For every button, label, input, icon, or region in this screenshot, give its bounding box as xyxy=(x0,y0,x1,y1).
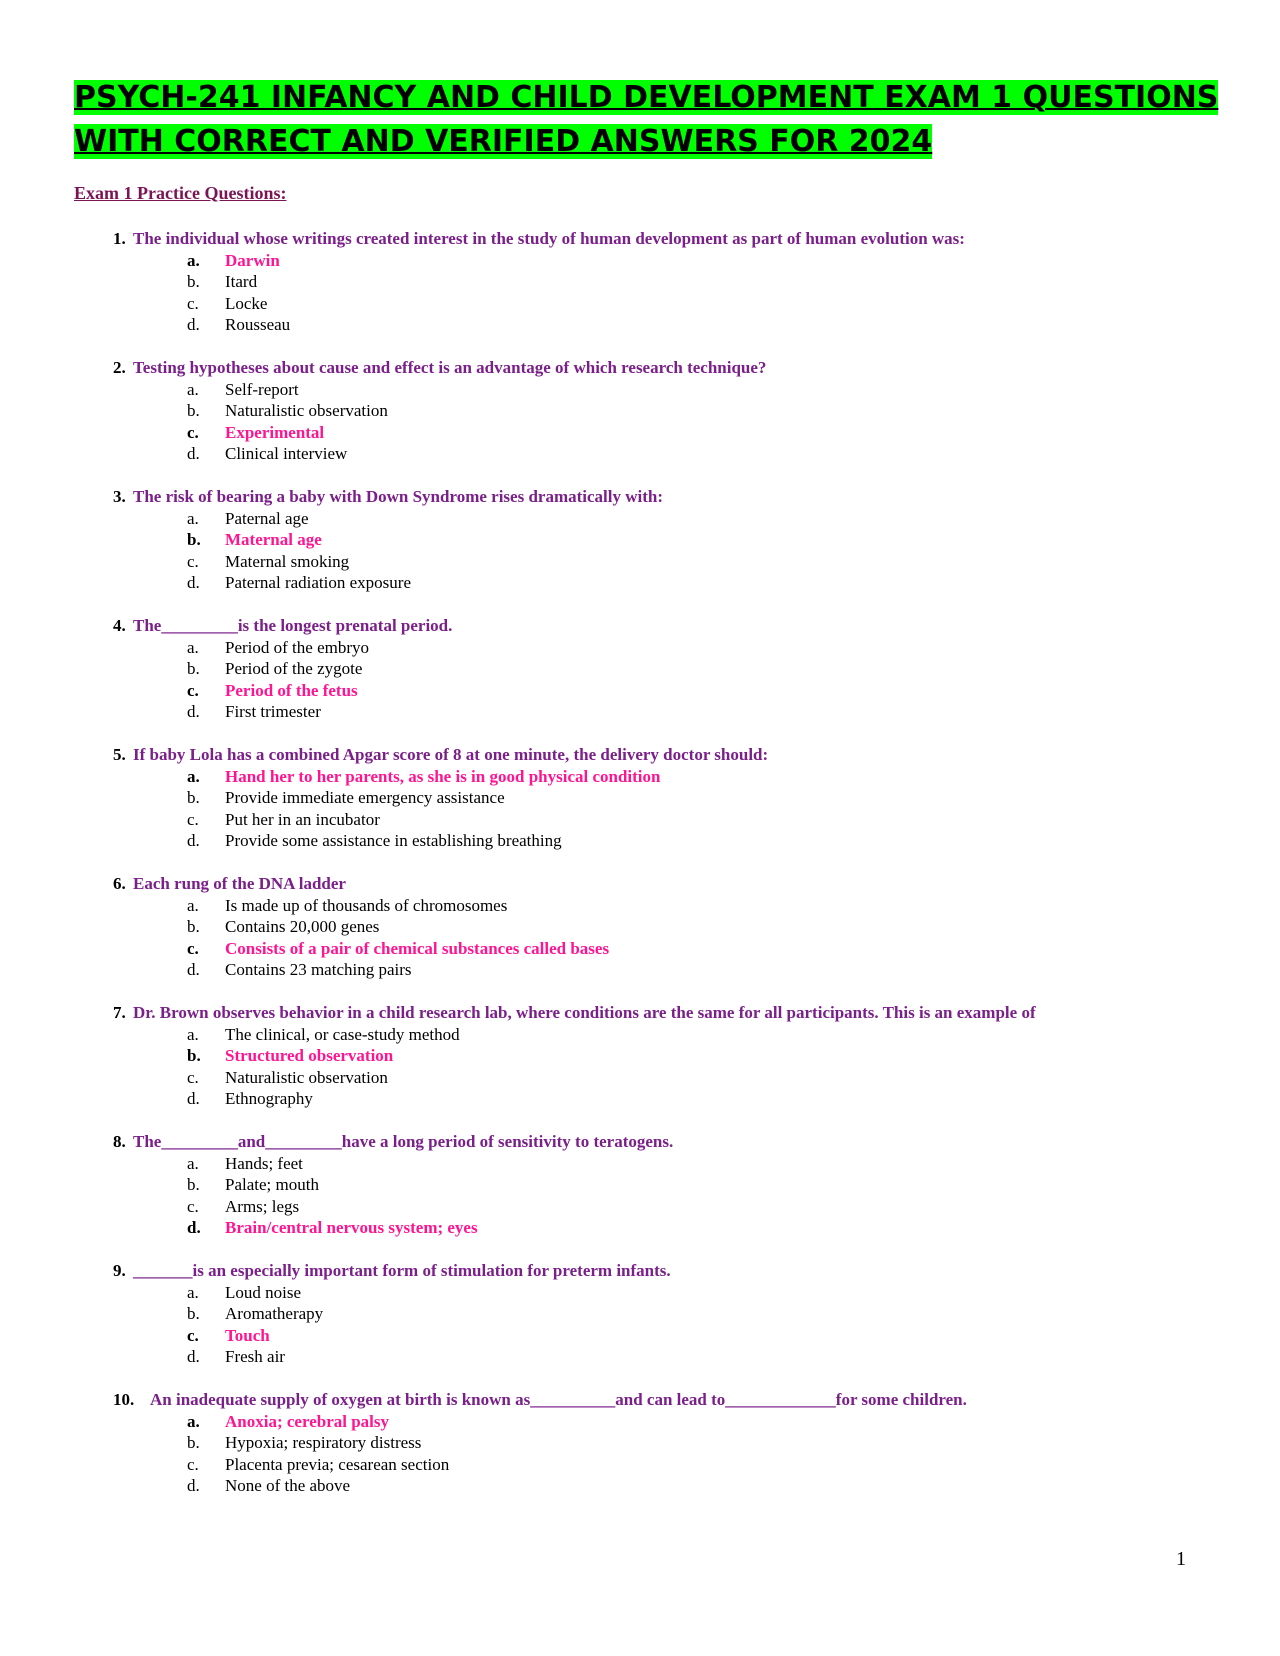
question-number: 7. xyxy=(113,1003,126,1022)
option-letter: a. xyxy=(187,895,199,915)
option-text: Locke xyxy=(225,293,268,313)
question-9 xyxy=(0,1260,1280,1368)
option-letter: a. xyxy=(187,766,200,786)
option-text: Fresh air xyxy=(225,1347,285,1366)
question-4 xyxy=(0,615,1280,723)
option-c xyxy=(0,293,1280,315)
question-number: 8. xyxy=(113,1132,126,1151)
option-text: Touch xyxy=(225,1325,270,1345)
option-text: Maternal smoking xyxy=(225,551,350,571)
question-list xyxy=(0,228,1280,1518)
option-text: Clinical interview xyxy=(225,444,348,463)
option-a xyxy=(0,379,1280,401)
question-text: The_________and_________have a long period of sensitivity to teratogens. xyxy=(133,1132,674,1151)
option-a-correct xyxy=(0,250,1280,272)
option-c-correct xyxy=(0,680,1280,702)
option-text: Aromatherapy xyxy=(225,1304,324,1323)
option-d-correct xyxy=(0,1217,1280,1239)
option-letter: b. xyxy=(187,1433,200,1452)
option-list xyxy=(0,637,1280,723)
option-d xyxy=(0,959,1280,981)
option-b xyxy=(0,1303,1280,1325)
option-letter: b. xyxy=(187,1304,200,1323)
option-text: Arms; legs xyxy=(225,1196,300,1216)
option-text: The clinical, or case-study method xyxy=(225,1024,460,1044)
option-d xyxy=(0,1475,1280,1497)
question-stem xyxy=(0,357,1280,379)
option-letter: a. xyxy=(187,250,200,270)
question-number: 3. xyxy=(113,487,126,506)
question-stem xyxy=(0,615,1280,637)
question-stem xyxy=(0,228,1280,250)
question-text: _______is an especially important form of stimulation for preterm infants. xyxy=(133,1261,671,1280)
option-d xyxy=(0,1346,1280,1368)
question-text: Each rung of the DNA ladder xyxy=(133,874,346,893)
option-letter: a. xyxy=(187,1153,199,1173)
option-text: Period of the embryo xyxy=(225,637,369,657)
option-letter: b. xyxy=(187,401,200,420)
option-letter: a. xyxy=(187,1411,200,1431)
option-c-correct xyxy=(0,1325,1280,1347)
option-a xyxy=(0,1024,1280,1046)
option-letter: c. xyxy=(187,938,199,958)
option-letter: c. xyxy=(187,809,199,829)
option-text: Ethnography xyxy=(225,1089,313,1108)
option-text: Provide some assistance in establishing breathing xyxy=(225,831,562,850)
option-a xyxy=(0,1282,1280,1304)
option-letter: a. xyxy=(187,508,199,528)
option-d xyxy=(0,701,1280,723)
question-7 xyxy=(0,1002,1280,1110)
page-number: 1 xyxy=(1176,1548,1186,1570)
option-text: Loud noise xyxy=(225,1282,302,1302)
option-letter: c. xyxy=(187,551,199,571)
option-c xyxy=(0,1454,1280,1476)
option-list xyxy=(0,250,1280,336)
option-list xyxy=(0,379,1280,465)
option-text: Darwin xyxy=(225,250,280,270)
option-c xyxy=(0,809,1280,831)
option-letter: b. xyxy=(187,1175,200,1194)
question-stem xyxy=(0,1002,1280,1024)
option-letter: a. xyxy=(187,1282,199,1302)
option-b xyxy=(0,658,1280,680)
option-list xyxy=(0,895,1280,981)
option-text: Structured observation xyxy=(225,1046,394,1065)
question-stem xyxy=(0,1260,1280,1282)
option-letter: d. xyxy=(187,1476,200,1495)
option-list xyxy=(0,508,1280,594)
option-c xyxy=(0,551,1280,573)
option-d xyxy=(0,314,1280,336)
question-text: Dr. Brown observes behavior in a child research lab, where conditions are the same for all participants. This is an example of xyxy=(133,1003,1036,1022)
option-text: Brain/central nervous system; eyes xyxy=(225,1218,478,1237)
option-c-correct xyxy=(0,422,1280,444)
option-b xyxy=(0,271,1280,293)
option-letter: c. xyxy=(187,1454,199,1474)
question-number: 10. xyxy=(113,1390,135,1409)
question-number: 4. xyxy=(113,616,126,635)
option-text: Hypoxia; respiratory distress xyxy=(225,1433,422,1452)
option-a xyxy=(0,895,1280,917)
option-letter: d. xyxy=(187,1218,201,1237)
option-b-correct xyxy=(0,529,1280,551)
option-list xyxy=(0,1411,1280,1497)
option-text: Anoxia; cerebral palsy xyxy=(225,1411,390,1431)
option-a xyxy=(0,637,1280,659)
title-line-2: WITH CORRECT AND VERIFIED ANSWERS FOR 2024 xyxy=(74,124,933,159)
question-3 xyxy=(0,486,1280,594)
question-10 xyxy=(0,1389,1280,1497)
option-b xyxy=(0,1432,1280,1454)
option-letter: b. xyxy=(187,917,200,936)
option-letter: c. xyxy=(187,1196,199,1216)
option-text: Maternal age xyxy=(225,530,322,549)
option-text: Experimental xyxy=(225,422,325,442)
option-a xyxy=(0,508,1280,530)
option-letter: b. xyxy=(187,659,200,678)
question-stem xyxy=(0,873,1280,895)
option-letter: d. xyxy=(187,1089,200,1108)
option-text: Contains 20,000 genes xyxy=(225,917,380,936)
question-stem xyxy=(0,744,1280,766)
option-text: Contains 23 matching pairs xyxy=(225,960,412,979)
option-d xyxy=(0,443,1280,465)
option-c-correct xyxy=(0,938,1280,960)
option-letter: c. xyxy=(187,680,199,700)
option-a xyxy=(0,1153,1280,1175)
question-text: If baby Lola has a combined Apgar score of 8 at one minute, the delivery doctor should: xyxy=(133,745,769,764)
question-stem xyxy=(0,486,1280,508)
option-list xyxy=(0,1024,1280,1110)
option-letter: d. xyxy=(187,702,200,721)
option-letter: b. xyxy=(187,788,200,807)
question-text: The individual whose writings created interest in the study of human development as part of human evolution was: xyxy=(133,229,965,248)
question-stem xyxy=(0,1389,1280,1411)
option-text: Rousseau xyxy=(225,315,291,334)
question-8 xyxy=(0,1131,1280,1239)
question-2 xyxy=(0,357,1280,465)
option-letter: d. xyxy=(187,444,200,463)
option-d xyxy=(0,830,1280,852)
option-text: Period of the zygote xyxy=(225,659,363,678)
option-d xyxy=(0,572,1280,594)
option-letter: d. xyxy=(187,573,200,592)
option-text: Placenta previa; cesarean section xyxy=(225,1454,450,1474)
question-stem xyxy=(0,1131,1280,1153)
title-line-1: PSYCH-241 INFANCY AND CHILD DEVELOPMENT EXAM 1 QUESTIONS xyxy=(74,80,1219,115)
option-b xyxy=(0,916,1280,938)
question-text: An inadequate supply of oxygen at birth is known as__________and can lead to_____________for some children. xyxy=(150,1390,967,1409)
question-text: Testing hypotheses about cause and effect is an advantage of which research technique? xyxy=(133,358,767,377)
option-text: Period of the fetus xyxy=(225,680,358,700)
option-letter: a. xyxy=(187,637,199,657)
option-letter: c. xyxy=(187,1325,199,1345)
question-number: 6. xyxy=(113,874,126,893)
option-text: Hand her to her parents, as she is in good physical condition xyxy=(225,766,661,786)
section-heading: Exam 1 Practice Questions: xyxy=(74,183,287,203)
option-text: Is made up of thousands of chromosomes xyxy=(225,895,508,915)
option-text: Hands; feet xyxy=(225,1153,303,1173)
option-list xyxy=(0,1153,1280,1239)
question-number: 1. xyxy=(113,229,126,248)
option-a-correct xyxy=(0,766,1280,788)
option-letter: c. xyxy=(187,422,199,442)
option-text: Naturalistic observation xyxy=(225,401,388,420)
option-b xyxy=(0,400,1280,422)
question-5 xyxy=(0,744,1280,852)
question-1 xyxy=(0,228,1280,336)
option-text: Naturalistic observation xyxy=(225,1067,388,1087)
question-number: 9. xyxy=(113,1261,126,1280)
option-b-correct xyxy=(0,1045,1280,1067)
option-text: Provide immediate emergency assistance xyxy=(225,788,505,807)
option-text: Itard xyxy=(225,272,258,291)
option-list xyxy=(0,1282,1280,1368)
option-letter: d. xyxy=(187,1347,200,1366)
option-letter: c. xyxy=(187,1067,199,1087)
option-text: Palate; mouth xyxy=(225,1175,319,1194)
option-a-correct xyxy=(0,1411,1280,1433)
option-text: Consists of a pair of chemical substances called bases xyxy=(225,938,610,958)
option-c xyxy=(0,1196,1280,1218)
option-letter: a. xyxy=(187,1024,199,1044)
option-text: Paternal radiation exposure xyxy=(225,573,411,592)
option-letter: d. xyxy=(187,315,200,334)
option-letter: d. xyxy=(187,831,200,850)
question-text: The_________is the longest prenatal period. xyxy=(133,616,453,635)
question-text: The risk of bearing a baby with Down Syndrome rises dramatically with: xyxy=(133,487,664,506)
option-text: First trimester xyxy=(225,702,321,721)
option-text: Self-report xyxy=(225,379,299,399)
option-text: Put her in an incubator xyxy=(225,809,380,829)
option-letter: a. xyxy=(187,379,199,399)
option-letter: b. xyxy=(187,272,200,291)
option-letter: b. xyxy=(187,1046,201,1065)
option-text: None of the above xyxy=(225,1476,351,1495)
option-letter: c. xyxy=(187,293,199,313)
option-letter: b. xyxy=(187,530,201,549)
option-b xyxy=(0,1174,1280,1196)
question-number: 2. xyxy=(113,358,126,377)
option-b xyxy=(0,787,1280,809)
question-number: 5. xyxy=(113,745,126,764)
option-letter: d. xyxy=(187,960,200,979)
option-d xyxy=(0,1088,1280,1110)
question-6 xyxy=(0,873,1280,981)
option-list xyxy=(0,766,1280,852)
document-title xyxy=(74,76,1254,164)
option-c xyxy=(0,1067,1280,1089)
option-text: Paternal age xyxy=(225,508,309,528)
